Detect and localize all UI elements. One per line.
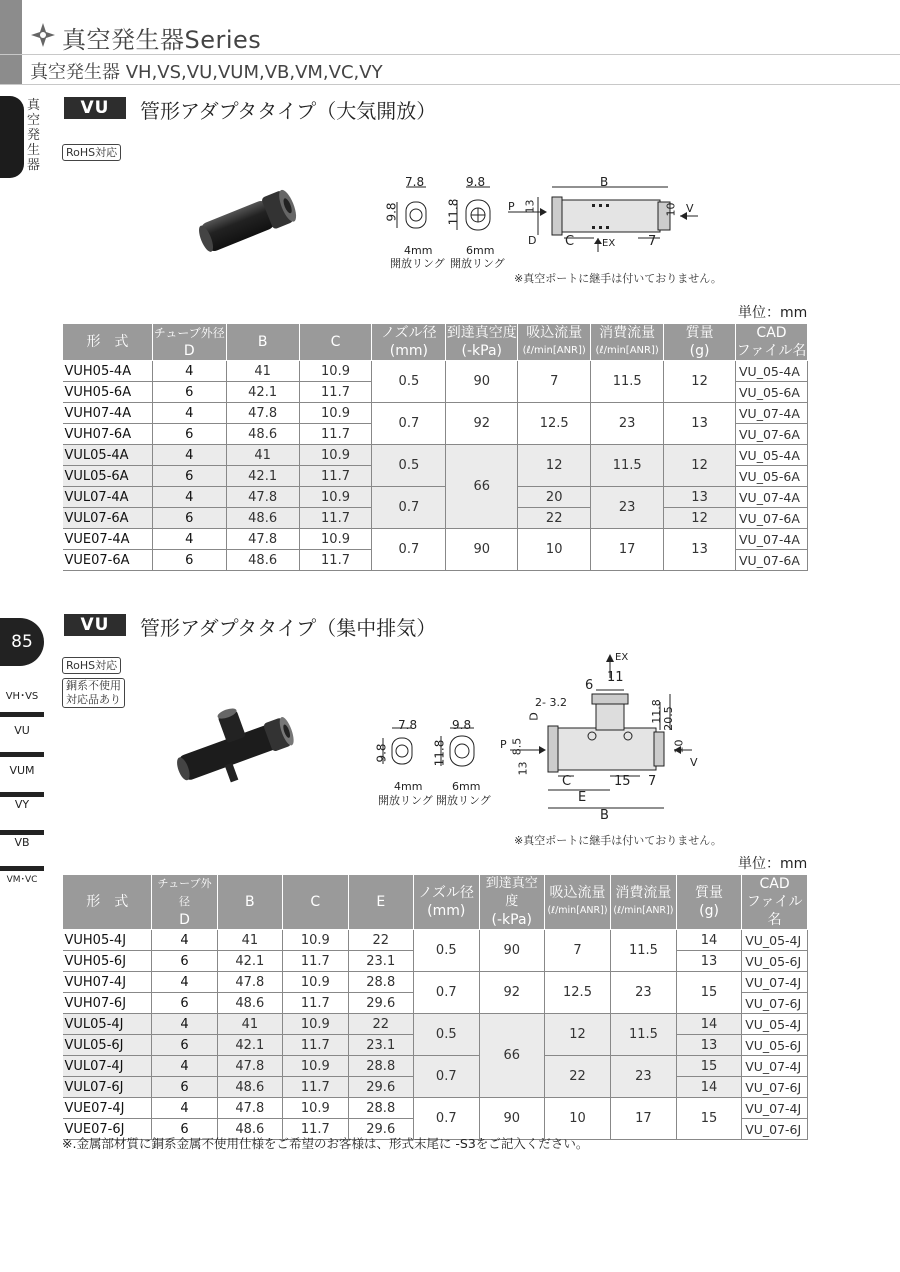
th-e: E	[348, 875, 413, 930]
th-model: 形 式	[63, 324, 153, 361]
table-row: VUE07-4A 4 47.8 10.9 0.7 90 10 17 13 VU_07-4A	[63, 529, 808, 550]
side-tab[interactable]	[0, 96, 24, 178]
badge-line2: 対応品あり	[66, 693, 121, 706]
dim-6: 6	[585, 678, 594, 693]
dim-ring1-height: 9.8	[384, 202, 399, 222]
th-tube-od: チューブ外径 D	[152, 875, 217, 930]
side-index-vb[interactable]: VB	[14, 836, 30, 849]
dim-V: V	[690, 756, 698, 769]
model-cell: VUL05-6J	[63, 1035, 152, 1056]
side-index-bar	[0, 792, 44, 797]
table-row: VUL07-6A 6 48.6 11.7 22 12 VU_07-6A	[63, 508, 808, 529]
cad-cell[interactable]: VU_05-6A	[736, 382, 808, 403]
series-logo-icon	[30, 22, 56, 48]
th-tube-od: チューブ外径 D	[152, 324, 226, 361]
model-cell: VUH05-6J	[63, 951, 152, 972]
section1-unit: 単位：mm	[738, 305, 808, 321]
footnote: ※.金属部材質に銅系金属不使用仕様をご希望のお客様は、形式末尾に -S3をご記入ください。	[62, 1136, 589, 1151]
model-cell: VUL07-4A	[63, 487, 153, 508]
dim-2-3_2: 2- 3.2	[535, 696, 567, 709]
table-header-row	[63, 875, 808, 930]
table-row: VUH05-4J 4 41 10.9 22 0.5 90 7 11.5 14 VU_05-4J	[63, 930, 808, 951]
cad-cell[interactable]: VU_07-4A	[736, 403, 808, 424]
section2-note: ※真空ポートに継手は付いておりません。	[514, 834, 722, 847]
dim-C: C	[562, 774, 572, 789]
dim-ring1-label2: 開放リング	[378, 794, 433, 807]
series-title: 真空発生器Series	[62, 26, 262, 54]
th-nozzle: ノズル径 (mm)	[372, 324, 446, 361]
model-cell: VUH05-4J	[63, 930, 152, 951]
side-index-vy[interactable]: VY	[14, 798, 30, 811]
th-cad: CAD ファイル名	[742, 875, 808, 930]
side-index-bar	[0, 830, 44, 835]
cad-cell[interactable]: VU_07-4J	[742, 1098, 808, 1119]
model-cell: VUH07-6J	[63, 993, 152, 1014]
header-accent-bar	[0, 0, 22, 84]
th-suction: 吸込流量 (ℓ/min[ANR])	[518, 324, 591, 361]
table-row: VUH07-6A 6 48.6 11.7 VU_07-6A	[63, 424, 808, 445]
section1-product-image	[190, 185, 305, 255]
dim-B: B	[600, 808, 609, 823]
dim-7: 7	[648, 234, 657, 249]
section2-title: 管形アダプタタイプ（集中排気）	[140, 616, 437, 640]
table-row: VUH05-4A 4 41 10.9 0.5 90 7 11.5 12 VU_05-4A	[63, 361, 808, 382]
table-row: VUH07-4A 4 47.8 10.9 0.7 92 12.5 23 13 VU_07-4A	[63, 403, 808, 424]
th-cad: CAD ファイル名	[736, 325, 807, 359]
model-cell: VUL07-6A	[63, 508, 153, 529]
table-row: VUH05-6J 6 42.1 11.7 23.1 13 VU_05-6J	[63, 951, 808, 972]
section1-title: 管形アダプタタイプ（大気開放）	[140, 99, 437, 123]
dim-ring1-width: 7.8	[405, 175, 425, 189]
th-c: C	[299, 324, 372, 361]
model-cell: VUL07-6J	[63, 1077, 152, 1098]
model-cell: VUL05-4J	[63, 1014, 152, 1035]
model-cell: VUE07-6A	[63, 550, 153, 571]
model-cell: VUH07-6A	[63, 424, 153, 445]
table-row: VUL07-4J 4 47.8 10.9 28.8 0.7 22 23 15 VU_07-4J	[63, 1056, 808, 1077]
dim-D: D	[527, 712, 541, 721]
table-row: VUL05-6J 6 42.1 11.7 23.1 13 VU_05-6J	[63, 1035, 808, 1056]
model-cell: VUH05-6A	[63, 382, 153, 403]
cad-cell[interactable]: VU_05-6J	[742, 1035, 808, 1056]
th-model: 形 式	[63, 875, 152, 930]
dim-11: 11	[607, 670, 624, 685]
section2-product-image	[170, 705, 300, 795]
dim-10: 10	[664, 202, 678, 217]
cad-cell[interactable]: VU_05-4A	[736, 361, 808, 382]
dim-E: E	[578, 790, 587, 805]
model-cell: VUL05-6A	[63, 466, 153, 487]
th-suction: 吸込流量 (ℓ/min[ANR])	[545, 875, 611, 930]
table-row: VUE07-6J 6 48.6 11.7 29.6 VU_07-6J	[63, 1119, 808, 1140]
table-row: VUL07-6J 6 48.6 11.7 29.6 14 VU_07-6J	[63, 1077, 808, 1098]
dim-13: 13	[516, 761, 530, 776]
dim-ring2-label2: 開放リング	[436, 794, 491, 807]
dim-ring1-height: 9.8	[374, 743, 389, 763]
section1-rohs-badge: RoHS対応	[62, 144, 121, 161]
side-index-vm-vc[interactable]: VM･VC	[6, 875, 38, 885]
table-row: VUE07-6A 6 48.6 11.7 VU_07-6A	[63, 550, 808, 571]
table-row: VUH05-6A 6 42.1 11.7 VU_05-6A	[63, 382, 808, 403]
dim-ring2-height: 11.8	[446, 198, 461, 226]
dim-V: V	[686, 202, 694, 215]
cad-cell[interactable]: VU_05-4J	[742, 1014, 808, 1035]
page-number: 85	[0, 618, 44, 666]
th-mass: 質量 (g)	[676, 875, 741, 930]
dim-P: P	[508, 200, 515, 213]
dim-ring1-label: 4mm	[404, 244, 433, 257]
dim-C: C	[565, 234, 575, 249]
side-index-bar	[0, 866, 44, 871]
dim-D: D	[528, 234, 537, 247]
section2-tag: VU	[64, 614, 126, 636]
section1-note: ※真空ポートに継手は付いておりません。	[514, 272, 722, 285]
cad-cell[interactable]: VU_05-4J	[742, 930, 808, 951]
model-cell: VUH07-4J	[63, 972, 152, 993]
dim-ring2-width: 9.8	[452, 718, 472, 732]
th-vacuum: 到達真空度 (-kPa)	[479, 875, 544, 930]
dim-11_8: 11.8	[649, 699, 663, 724]
th-nozzle: ノズル径 (mm)	[413, 875, 479, 930]
table-header-row	[63, 324, 808, 361]
cad-cell[interactable]: VU_07-6A	[736, 508, 808, 529]
model-cell: VUE07-6J	[63, 1119, 152, 1140]
th-consume: 消費流量 (ℓ/min[ANR])	[591, 324, 664, 361]
dim-ring2-label: 6mm	[466, 244, 495, 257]
header-rule	[0, 54, 900, 55]
section1-spec-table	[62, 323, 808, 571]
model-cell: VUL05-4A	[63, 445, 153, 466]
side-tab-label: 真空発生器	[27, 98, 41, 173]
dim-ring2-label: 6mm	[452, 780, 481, 793]
cad-cell[interactable]: VU_07-4A	[736, 487, 808, 508]
dim-ring2-label2: 開放リング	[450, 257, 505, 270]
cad-cell[interactable]: VU_07-6J	[742, 1077, 808, 1098]
side-index-vum[interactable]: VUM	[9, 764, 35, 777]
dim-B: B	[600, 175, 609, 189]
model-cell: VUH05-4A	[63, 361, 153, 382]
side-index-vh-vs[interactable]: VH･VS	[5, 691, 39, 702]
section2-spec-table	[62, 874, 808, 1140]
dim-10: 10	[672, 739, 686, 754]
table-row: VUE07-4J 4 47.8 10.9 28.8 0.7 90 10 17 15 VU_07-4J	[63, 1098, 808, 1119]
dim-ring2-width: 9.8	[466, 175, 486, 189]
table-row: VUH07-4J 4 47.8 10.9 28.8 0.7 92 12.5 23 15 VU_07-4J	[63, 972, 808, 993]
model-cell: VUE07-4J	[63, 1098, 152, 1119]
dim-13: 13	[523, 199, 537, 214]
dim-ring1-label2: 開放リング	[390, 257, 445, 270]
table-row: VUH07-6J 6 48.6 11.7 29.6 VU_07-6J	[63, 993, 808, 1014]
dim-20_5: 20.5	[661, 706, 675, 731]
th-vacuum: 到達真空度 (-kPa)	[446, 325, 517, 359]
cad-cell[interactable]: VU_07-6J	[742, 1119, 808, 1140]
page-subtitle: 真空発生器 VH,VS,VU,VUM,VB,VM,VC,VY	[30, 62, 383, 83]
cad-cell[interactable]: VU_07-6A	[736, 550, 808, 571]
dim-P: P	[500, 738, 507, 751]
th-b: B	[226, 324, 299, 361]
th-b: B	[217, 875, 282, 930]
dim-EX: EX	[615, 652, 629, 663]
table-row: VUL05-4A 4 41 10.9 0.5 66 12 11.5 12 VU_05-4A	[63, 445, 808, 466]
cad-cell[interactable]: VU_07-6J	[742, 993, 808, 1014]
table-row: VUL05-6A 6 42.1 11.7 VU_05-6A	[63, 466, 808, 487]
dim-7: 7	[648, 774, 657, 789]
th-mass: 質量 (g)	[664, 324, 736, 361]
cad-cell[interactable]: VU_05-6J	[742, 951, 808, 972]
table-row: VUL05-4J 4 41 10.9 22 0.5 66 12 11.5 14 VU_05-4J	[63, 1014, 808, 1035]
side-index-bar	[0, 712, 44, 717]
th-consume: 消費流量 (ℓ/min[ANR])	[610, 875, 676, 930]
dim-15: 15	[614, 774, 631, 789]
th-c: C	[283, 875, 348, 930]
dim-EX: EX	[602, 238, 616, 249]
section2-unit: 単位：mm	[738, 856, 808, 872]
dim-ring1-label: 4mm	[394, 780, 423, 793]
cad-cell[interactable]: VU_07-4J	[742, 972, 808, 993]
cad-cell[interactable]: VU_05-6A	[736, 466, 808, 487]
side-index-vu[interactable]: VU	[14, 724, 30, 737]
section2-copper-free-badge	[62, 678, 125, 708]
cad-cell[interactable]: VU_05-4A	[736, 445, 808, 466]
section1-tag: VU	[64, 97, 126, 119]
cad-cell[interactable]: VU_07-6A	[736, 424, 808, 445]
dim-ring1-width: 7.8	[398, 718, 418, 732]
badge-line1: 銅系不使用	[66, 679, 121, 692]
dim-8_5: 8.5	[510, 737, 524, 756]
side-index-bar	[0, 752, 44, 757]
cad-cell[interactable]: VU_07-4A	[736, 529, 808, 550]
model-cell: VUH07-4A	[63, 403, 153, 424]
section2-rohs-badge: RoHS対応	[62, 657, 121, 674]
dim-ring2-height: 11.8	[432, 739, 447, 767]
model-cell: VUL07-4J	[63, 1056, 152, 1077]
table-row: VUL07-4A 4 47.8 10.9 0.7 20 23 13 VU_07-4A	[63, 487, 808, 508]
model-cell: VUE07-4A	[63, 529, 153, 550]
subtitle-rule	[0, 84, 900, 85]
cad-cell[interactable]: VU_07-4J	[742, 1056, 808, 1077]
